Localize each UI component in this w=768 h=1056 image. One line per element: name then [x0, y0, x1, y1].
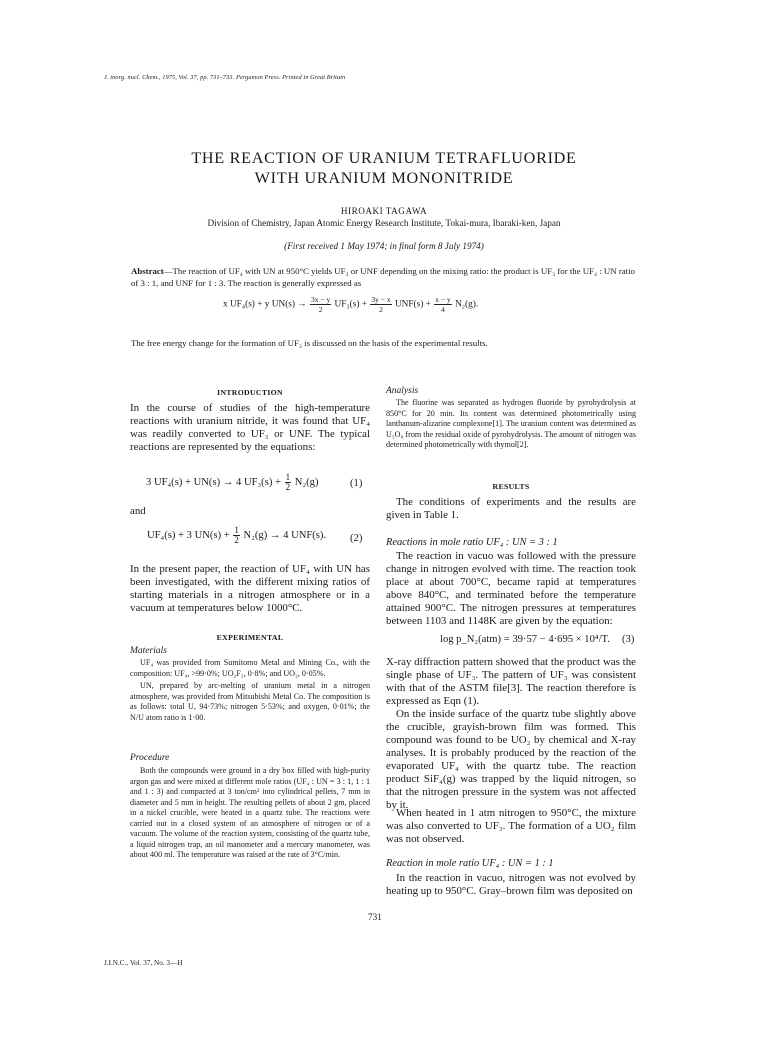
materials-paragraph-2: UN, prepared by arc-melting of uranium metal in a nitrogen atmosphere, was provided from Mitsubishi Metal Co. The composition is as follows: total U, 94·73%; nitrogen 5·53%; and oxygen, 0·01%; the N/U atom ratio is 1·00.	[130, 681, 370, 722]
materials-heading: Materials	[130, 646, 167, 656]
equation-1: 3 UF₄(s) + UN(s) → 4 UF₃(s) + $\frac{1}{2}$ N₂(g)	[146, 472, 319, 492]
procedure-heading: Procedure	[130, 753, 170, 763]
equation-1-number: (1)	[350, 478, 363, 489]
ratio-3-1-paragraph-4: When heated in 1 atm nitrogen to 950°C, the mixture was also converted to UF₃. The formation of a UO₂ film was not observed.	[386, 807, 636, 845]
abstract	[131, 266, 637, 314]
materials-paragraph-1: UF₄ was provided from Sumitomo Metal and Mining Co., with the composition: UF₄, >99·0%; UO₂F₂, 0·8%; and UO₂, 0·05%.	[130, 658, 370, 678]
affiliation: Division of Chemistry, Japan Atomic Energy Research Institute, Tokai-mura, Ibaraki-ken, Japan	[207, 218, 561, 228]
received-dates: (First received 1 May 1974; in final form 8 July 1974)	[284, 241, 484, 251]
title-line-1: THE REACTION OF URANIUM TETRAFLUORIDE	[191, 149, 577, 167]
equation-2: UF₄(s) + 3 UN(s) + $\frac{1}{2}$ N₂(g) → 4 UNF(s).	[147, 525, 327, 545]
page-number: 731	[368, 912, 382, 922]
intro-paragraph-2: In the present paper, the reaction of UF₄ with UN has been investigated, with the different mixing ratios of starting materials in a nitrogen atmosphere or in a vacuum at temperatures below 1000°C.	[130, 563, 370, 614]
analysis-heading: Analysis	[386, 386, 419, 396]
abstract-text: —The reaction of UF₄ with UN at 950°C yields UF₃ or UNF depending on the mixing ratio: the product is UF₃ for the UF₄ : UN ratio of 3 : 1, and UNF for 1 : 3. The reaction is generally expressed as	[131, 266, 635, 288]
footer-journal-id: J.I.N.C., Vol. 37, No. 3—H	[104, 959, 183, 967]
title-line-2: WITH URANIUM MONONITRIDE	[254, 168, 514, 187]
equation-3: log p_N₂(atm) = 39·57 − 4·695 × 10⁴/T.	[440, 634, 610, 645]
results-heading: RESULTS	[492, 482, 530, 491]
analysis-paragraph: The fluorine was separated as hydrogen fluoride by pyrohydrolysis at 850°C for 20 min. Its content was determined photometrically using lanthanum-alizarine complexone[1]. The uranium content was determined as U₃O₈ from the residual oxide of pyrohydrolysis. The amount of nitrogen was determined photometrically with thymol[2].	[386, 398, 636, 449]
abstract-free-energy: The free energy change for the formation of UF₃ is discussed on the basis of the experimental results.	[131, 338, 488, 348]
ratio-3-1-paragraph-2: X-ray diffraction pattern showed that the product was the single phase of UF₃. The pattern of UF₃ was consistent with that of the ASTM file[3]. The reaction therefore is expressed as Eqn (1).	[386, 656, 636, 707]
abstract-equation: x UF₄(s) + y UN(s) → $\frac{3x - y}{2}$ UF₃(s) + $\frac{3y - x}{2}$ UNF(s) + $\frac{x - y}{4}$ N₂(g).	[223, 295, 479, 314]
equation-2-number: (2)	[350, 533, 363, 544]
fraction: $\frac{3y - x}{2}$	[371, 295, 391, 314]
intro-paragraph-1: In the course of studies of the high-temperature reactions with uranium nitride, it was found that UF₄ was readily converted to UF₃ or UNF. The typical reactions are represented by the equations:	[130, 402, 370, 453]
procedure-paragraph: Both the compounds were ground in a dry box filled with high-purity argon gas and were mixed at different mole ratios (UF₄ : UN = 3 : 1, 1 : 1 and 1 : 3) and compacted at 3 ton/cm² into cylindrical pellets, 7 mm in diameter and 5 mm in height. The resulting pellets of about 2 gm, placed in a nickel crucible, were heated in a quartz tube. The reactions were carried out in a closed system of an atmosphere of nitrogen or of a vacuum. The volume of the reaction system, consisting of the quartz tube, a liquid nitrogen trap, an oil manometer and a mercury manometer, was about 400 ml. The temperature was raised at the rate of 3°C/min.	[130, 766, 370, 859]
fraction: $\frac{x - y}{4}$	[435, 295, 451, 314]
results-paragraph: The conditions of experiments and the results are given in Table 1.	[386, 496, 636, 521]
fraction: $\frac{3x - y}{2}$	[310, 295, 331, 314]
equation-3-number: (3)	[622, 634, 635, 645]
ratio-3-1-paragraph-3: On the inside surface of the quartz tube slightly above the crucible, grayish-brown film was formed. This compound was found to be UO₂ by chemical and X-ray analyses. It is probably produced by the reaction of the evaporated UF₄ with the quartz tube. The reaction product SiF₄(g) was trapped by the liquid nitrogen, so that the nitrogen pressure in the system was not affected by it.	[386, 708, 636, 811]
journal-header: J. inorg. nucl. Chem., 1975, Vol. 37, pp. 731–733. Pergamon Press. Printed in Great Britain	[104, 74, 346, 81]
abstract-label: Abstract	[131, 266, 164, 276]
author: HIROAKI TAGAWA	[340, 206, 428, 216]
ratio-3-1-heading: Reactions in mole ratio UF₄ : UN = 3 : 1	[386, 537, 558, 548]
ratio-3-1-paragraph-1: The reaction in vacuo was followed with the pressure change in nitrogen evolved with time. The reaction took place at about 700°C, became rapid at temperatures above 840°C, and terminated before the temperature attained 900°C. The nitrogen pressures at temperatures between 1103 and 1148K are given by the equation:	[386, 550, 636, 627]
ratio-1-1-heading: Reaction in mole ratio UF₄ : UN = 1 : 1	[386, 858, 554, 869]
paper-title	[100, 149, 668, 188]
and-text: and	[130, 505, 146, 517]
experimental-heading: EXPERIMENTAL	[216, 633, 284, 642]
ratio-1-1-paragraph: In the reaction in vacuo, nitrogen was not evolved by heating up to 950°C. Gray–brown film was deposited on	[386, 872, 636, 897]
introduction-heading: INTRODUCTION	[217, 388, 283, 397]
